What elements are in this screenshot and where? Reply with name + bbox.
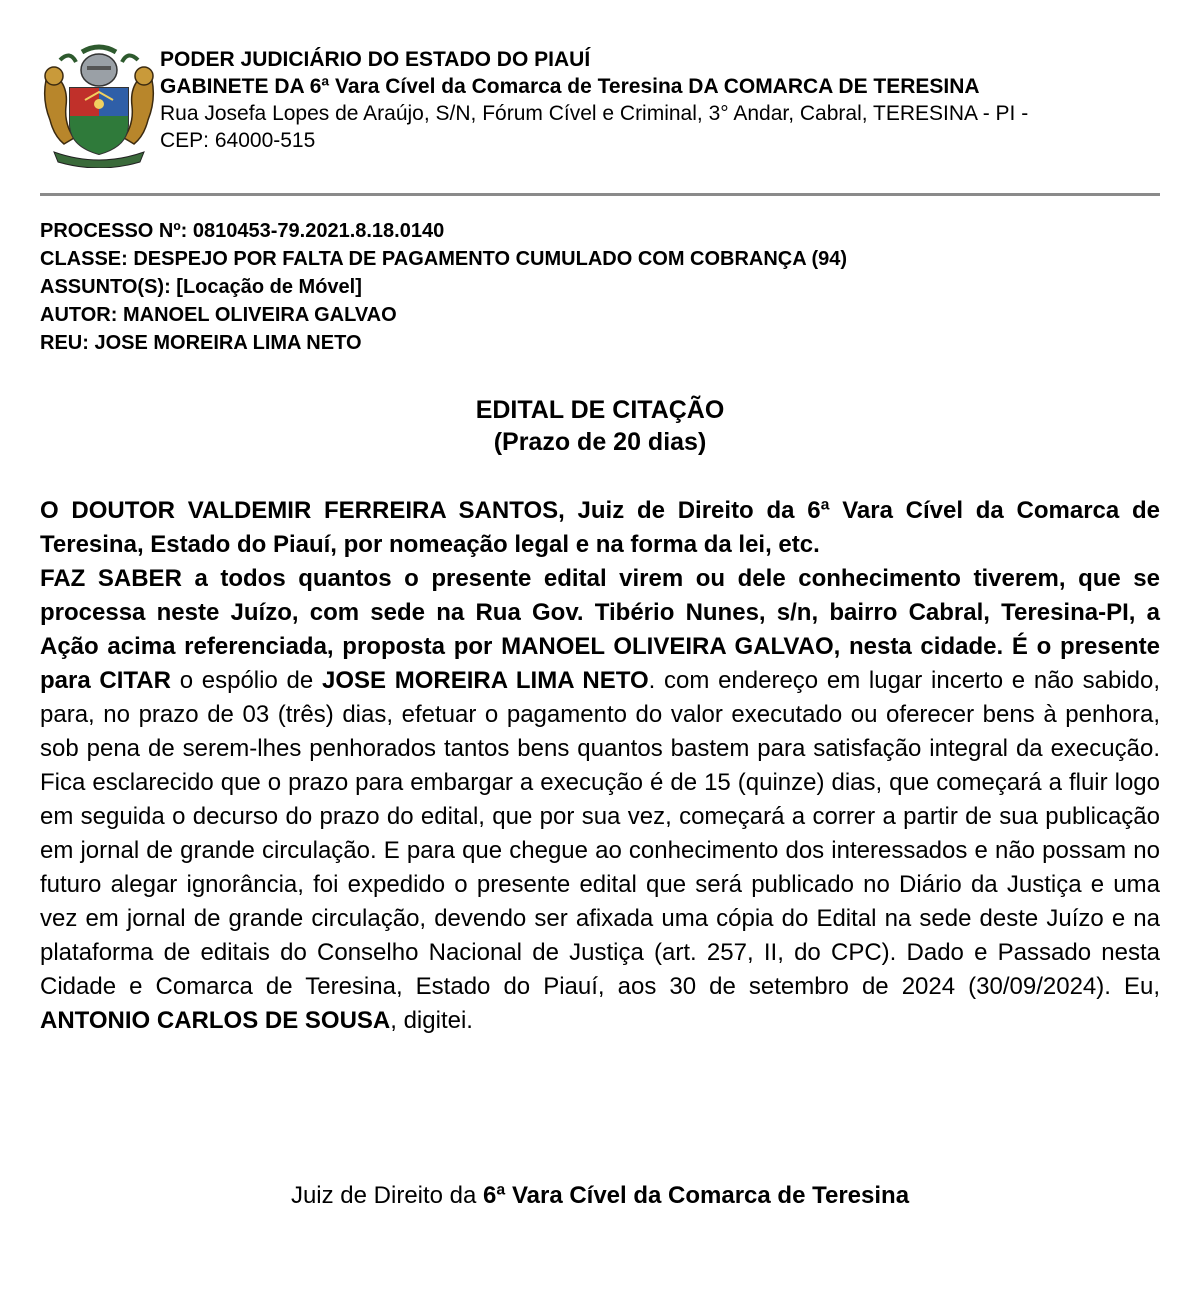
case-plaintiff: AUTOR: MANOEL OLIVEIRA GALVAO <box>40 304 397 326</box>
edict-body <box>40 494 1160 1038</box>
document-title <box>0 394 1200 458</box>
court-name: PODER JUDICIÁRIO DO ESTADO DO PIAUÍ <box>160 48 591 71</box>
signature-prefix: Juiz de Direito da <box>290 1182 484 1209</box>
title-deadline: (Prazo de 20 dias) <box>493 428 707 456</box>
court-address: Rua Josefa Lopes de Araújo, S/N, Fórum Cível e Criminal, 3° Andar, Cabral, TERESINA - PI - <box>160 102 1029 125</box>
edict-details-text: . com endereço em lugar incerto e não sabido, para, no prazo de 03 (três) dias, efetuar o pagamento do valor executado ou oferecer bens à penhora, sob pena de serem-lhes penhorados tantos bens quantos bastem para satisfação integral da execução. Fica esclarecido que o prazo para embargar a execução é de 15 (quinze) dias, que começará a fluir logo em seguida o decurso do prazo do edital, que por sua vez, começará a correr a partir de sua publicação em jornal de grande circulação. E para que chegue ao conhecimento dos interessados e não possam no futuro alegar ignorância, foi expedido o presente edital que será publicado no Diário da Justiça e uma vez em jornal de grande circulação, devendo ser afixada uma cópia do Edital na sede deste Juízo e na plataforma de editais do Conselho Nacional de Justiça (art. 257, II, do CPC). Dado e Passado nesta Cidade e Comarca de Teresina, Estado do Piauí, aos 30 de setembro de 2024 (30/09/2024). Eu, <box>40 667 1160 1000</box>
case-defendant: REU: JOSE MOREIRA LIMA NETO <box>40 332 362 354</box>
case-class: CLASSE: DESPEJO POR FALTA DE PAGAMENTO CUMULADO COM COBRANÇA (94) <box>40 248 848 270</box>
signature-line <box>0 1180 1200 1212</box>
faz-saber-text: FAZ SABER a todos quantos o presente edital virem ou dele conhecimento tiverem, que se processa neste Juízo, com sede na Rua Gov. Tibério Nunes, s/n, bairro Cabral, Teresina-PI, a Ação acima referenciada, proposta por MANOEL OLIVEIRA GALVAO, nesta cidade. É o presente para CITAR <box>40 565 1160 694</box>
court-office: GABINETE DA 6ª Vara Cível da Comarca de Teresina DA COMARCA DE TERESINA <box>160 75 980 98</box>
defendant-name: JOSE MOREIRA LIMA NETO <box>321 667 649 694</box>
court-header <box>160 46 1160 154</box>
signature-court: 6ª Vara Cível da Comarca de Teresina <box>483 1182 910 1209</box>
piaui-coat-of-arms-icon <box>40 40 158 168</box>
court-cep: CEP: 64000-515 <box>160 129 316 152</box>
header-divider <box>40 193 1160 196</box>
case-subject: ASSUNTO(S): [Locação de Móvel] <box>40 276 362 298</box>
case-number: PROCESSO Nº: 0810453-79.2021.8.18.0140 <box>40 220 445 242</box>
case-metadata <box>40 217 1160 357</box>
main-paragraph <box>40 562 1160 1038</box>
clerk-name: ANTONIO CARLOS DE SOUSA <box>40 1007 391 1034</box>
judge-intro-paragraph: O DOUTOR VALDEMIR FERREIRA SANTOS, Juiz de Direito da 6ª Vara Cível da Comarca de Teresina, Estado do Piauí, por nomeação legal e na forma da lei, etc. <box>40 497 1160 558</box>
title-main: EDITAL DE CITAÇÃO <box>475 396 725 424</box>
espolio-text: o espólio de <box>170 667 322 694</box>
closing-text: , digitei. <box>390 1007 473 1034</box>
